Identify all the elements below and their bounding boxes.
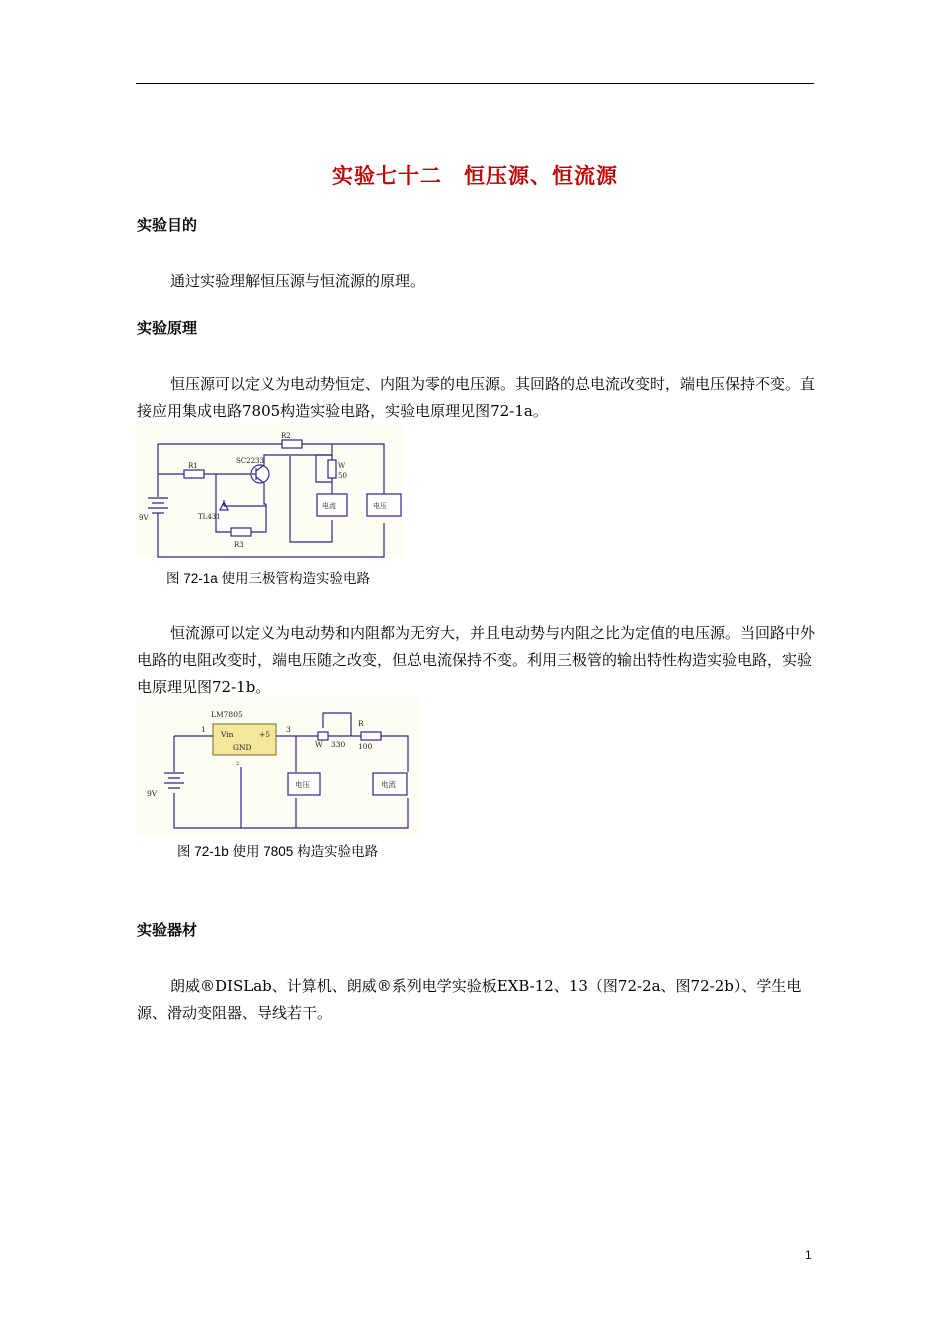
fig1-label-r1: R1 [188,462,198,470]
fig2-label-chip: LM7805 [211,710,243,719]
fig1-current-meter-label: 电流 [322,502,336,510]
fig1-label-w: W [338,462,346,470]
fig1-label-r2: R2 [281,432,291,440]
principle-paragraph-1 [137,371,817,425]
figure-72-1a-caption: 图 72-1a 使用三极管构造实验电路 [166,571,371,586]
fig2-label-pin2: 2 [236,761,240,767]
heading-purpose: 实验目的 [137,216,198,234]
fig2-label-plus5: +5 [259,730,271,739]
fig2-label-battery: 9V [147,789,158,798]
fig2-label-r-value: 100 [358,742,373,751]
fig2-current-meter-label: 电流 [381,780,396,789]
purpose-text: 通过实验理解恒压源与恒流源的原理。 [170,272,426,290]
fig2-label-vin: Vin [221,730,234,739]
page-number: 1 [805,1248,812,1262]
fig1-label-zener: TL431 [198,513,221,521]
fig2-label-pin1: 1 [201,725,206,734]
fig2-label-gnd: GND [233,743,252,752]
heading-principle: 实验原理 [137,319,198,337]
fig1-label-battery: 9V [139,514,149,522]
fig1-label-r3: R3 [234,541,244,549]
circuit-diagram-a [136,422,404,558]
header-rule [136,83,814,84]
page-title: 实验七十二 恒压源、恒流源 [332,164,618,188]
figure-72-1b [136,697,419,835]
purpose-paragraph [137,268,817,295]
principle-text-2: 恒流源可以定义为电动势和内阻都为无穷大，并且电动势与内阻之比为定值的电压源。当回路中外电路的电阻改变时，端电压随之改变，但总电流保持不变。利用三极管的输出特性构造实验电路，实验电原理见图72-1b。 [137,624,816,696]
fig2-label-w-value: 330 [331,740,346,749]
fig2-label-r: R [358,719,364,728]
fig2-label-w: W [315,740,323,749]
equipment-text: 朗威®DISLab、计算机、朗威®系列电学实验板EXB-12、13（图72-2a、图72-2b）、学生电源、滑动变阻器、导线若干。 [137,977,802,1022]
principle-text-1: 恒压源可以定义为电动势恒定、内阻为零的电压源。其回路的总电流改变时，端电压保持不变。直接应用集成电路7805构造实验电路，实验电原理见图72-1a。 [137,375,816,420]
figure-72-1b-caption: 图 72-1b 使用 7805 构造实验电路 [177,844,379,859]
fig2-label-pin3: 3 [286,725,291,734]
figure-72-1a [136,422,404,558]
fig2-voltage-meter-label: 电压 [295,780,310,789]
heading-equipment: 实验器材 [137,921,198,939]
fig1-label-w-value: 50 [338,472,347,480]
principle-paragraph-2 [137,620,817,701]
circuit-diagram-b [136,697,419,835]
fig1-voltage-meter-label: 电压 [373,502,387,510]
fig1-label-transistor: SC2233 [236,457,264,465]
equipment-paragraph [137,973,817,1027]
